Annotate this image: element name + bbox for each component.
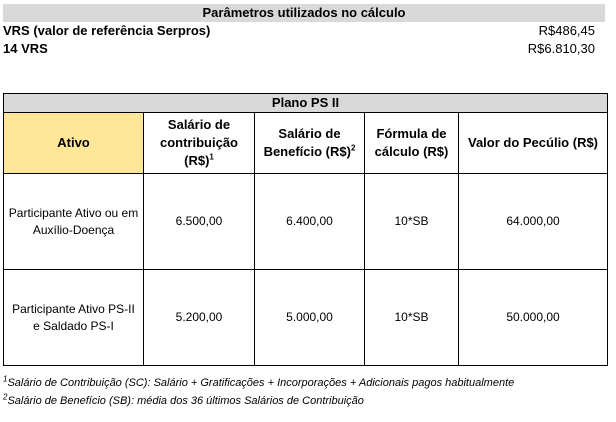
parameters-title: Parâmetros utilizados no cálculo	[3, 4, 605, 22]
header-ativo: Ativo	[4, 113, 144, 174]
cell-salario-contribuicao: 5.200,00	[144, 270, 255, 366]
cell-salario-beneficio: 6.400,00	[255, 174, 365, 270]
cell-formula: 10*SB	[365, 174, 459, 270]
parameter-row-14vrs	[3, 40, 605, 58]
cell-salario-beneficio: 5.000,00	[255, 270, 365, 366]
parameter-value: R$486,45	[538, 23, 595, 38]
parameter-value: R$6.810,30	[527, 41, 595, 56]
header-salario-beneficio	[255, 113, 365, 174]
footnote-2	[3, 392, 607, 410]
parameter-label: VRS (valor de referência Serpros)	[3, 23, 211, 38]
footnote-1	[3, 374, 607, 392]
table-row	[4, 174, 608, 270]
parameter-row-vrs	[3, 22, 605, 40]
parameter-label: 14 VRS	[3, 41, 48, 56]
header-salario-contribuicao	[144, 113, 255, 174]
table-header-row	[4, 113, 608, 174]
plan-title: Plano PS II	[4, 94, 608, 113]
cell-ativo: Participante Ativo ou em Auxílio-Doença	[4, 174, 144, 270]
plan-table	[3, 93, 608, 366]
footnote-mark: 2	[350, 143, 356, 153]
header-salario-beneficio-label: Salário de Benefício (R$)	[263, 126, 351, 159]
footnote-text: Salário de Contribuição (SC): Salário + Gratificações + Incorporações + Adicionais pagos habitualmente	[7, 377, 515, 389]
cell-formula: 10*SB	[365, 270, 459, 366]
parameters-block	[3, 4, 605, 58]
header-formula: Fórmula de cálculo (R$)	[365, 113, 459, 174]
plan-title-row	[4, 94, 608, 113]
header-salario-contribuicao-label: Salário de contribuição (R$)	[159, 117, 238, 168]
cell-ativo: Participante Ativo PS-II e Saldado PS-I	[4, 270, 144, 366]
cell-peculio: 64.000,00	[459, 174, 608, 270]
footnotes	[3, 374, 607, 410]
cell-peculio: 50.000,00	[459, 270, 608, 366]
header-peculio: Valor do Pecúlio (R$)	[459, 113, 608, 174]
cell-salario-contribuicao: 6.500,00	[144, 174, 255, 270]
footnote-text: Salário de Benefício (SB): média dos 36 últimos Salários de Contribuição	[7, 395, 364, 407]
footnote-mark: 1	[3, 374, 8, 384]
footnote-mark: 2	[3, 392, 8, 402]
footnote-mark: 1	[209, 152, 214, 162]
table-row	[4, 270, 608, 366]
